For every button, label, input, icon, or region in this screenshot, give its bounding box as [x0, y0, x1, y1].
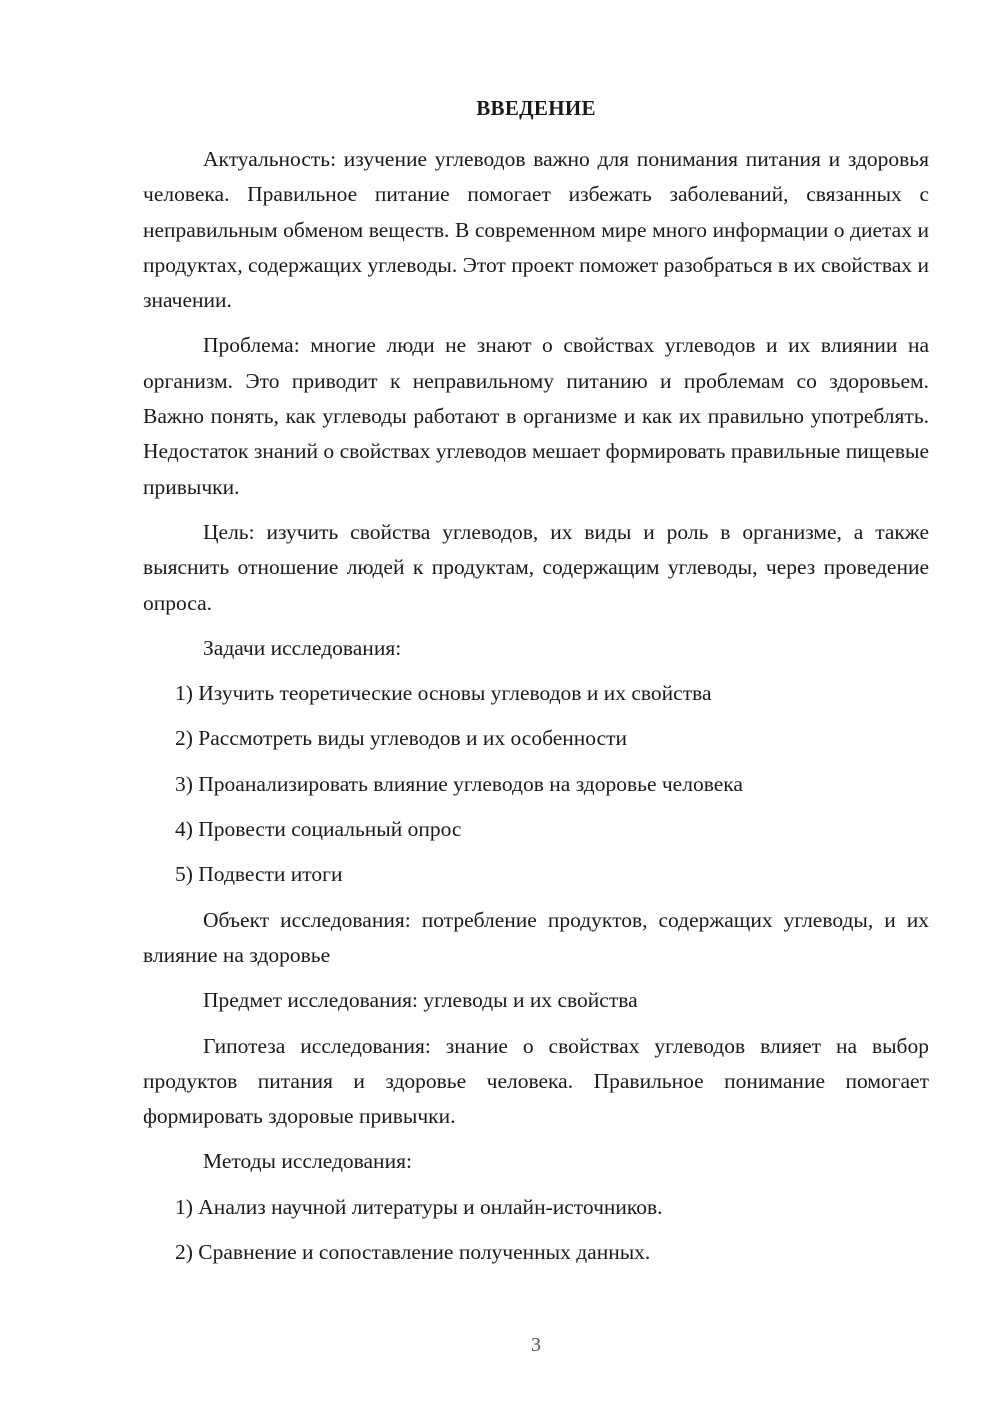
subject-paragraph: Предмет исследования: углеводы и их свойства — [203, 988, 638, 1013]
task-item: 1) Изучить теоретические основы углеводов и их свойства — [175, 681, 712, 706]
task-item: 2) Рассмотреть виды углеводов и их особенности — [175, 726, 628, 751]
document-body — [143, 142, 929, 1280]
hypothesis-paragraph: Гипотеза исследования: знание о свойствах углеводов влияет на выбор продуктов питания и здоровье человека. Правильное понимание помогает формировать здоровые привычки. — [143, 1033, 929, 1129]
relevance-paragraph: Актуальность: изучение углеводов важно для понимания питания и здоровья человека. Правильное питание помогает избежать заболеваний, связанных с неправильным обменом веществ. В современном мире много информации о диетах и продуктах, содержащих углеводы. Этот проект поможет разобраться в их свойствах и значении. — [143, 147, 929, 313]
method-item: 2) Сравнение и сопоставление полученных данных. — [175, 1240, 651, 1265]
tasks-heading: Задачи исследования: — [203, 635, 402, 660]
problem-paragraph: Проблема: многие люди не знают о свойствах углеводов и их влиянии на организм. Это приводит к неправильному питанию и проблемам со здоровьем. Важно понять, как углеводы работают в организме и как их правильно употреблять. Недостаток знаний о свойствах углеводов мешает формировать правильные пищевые привычки. — [143, 333, 929, 499]
task-item: 4) Провести социальный опрос — [175, 817, 462, 842]
task-item: 5) Подвести итоги — [175, 862, 343, 887]
methods-heading: Методы исследования: — [203, 1149, 412, 1174]
page-title: ВВЕДЕНИЕ — [476, 96, 596, 120]
object-paragraph: Объект исследования: потребление продуктов, содержащих углеводы, и их влияние на здоровье — [143, 907, 929, 967]
method-item: 1) Анализ научной литературы и онлайн-источников. — [175, 1194, 663, 1219]
task-item: 3) Проанализировать влияние углеводов на здоровье человека — [175, 771, 743, 796]
page-number: 3 — [531, 1334, 541, 1356]
goal-paragraph: Цель: изучить свойства углеводов, их виды и роль в организме, а также выяснить отношение людей к продуктам, содержащим углеводы, через проведение опроса. — [143, 519, 929, 615]
